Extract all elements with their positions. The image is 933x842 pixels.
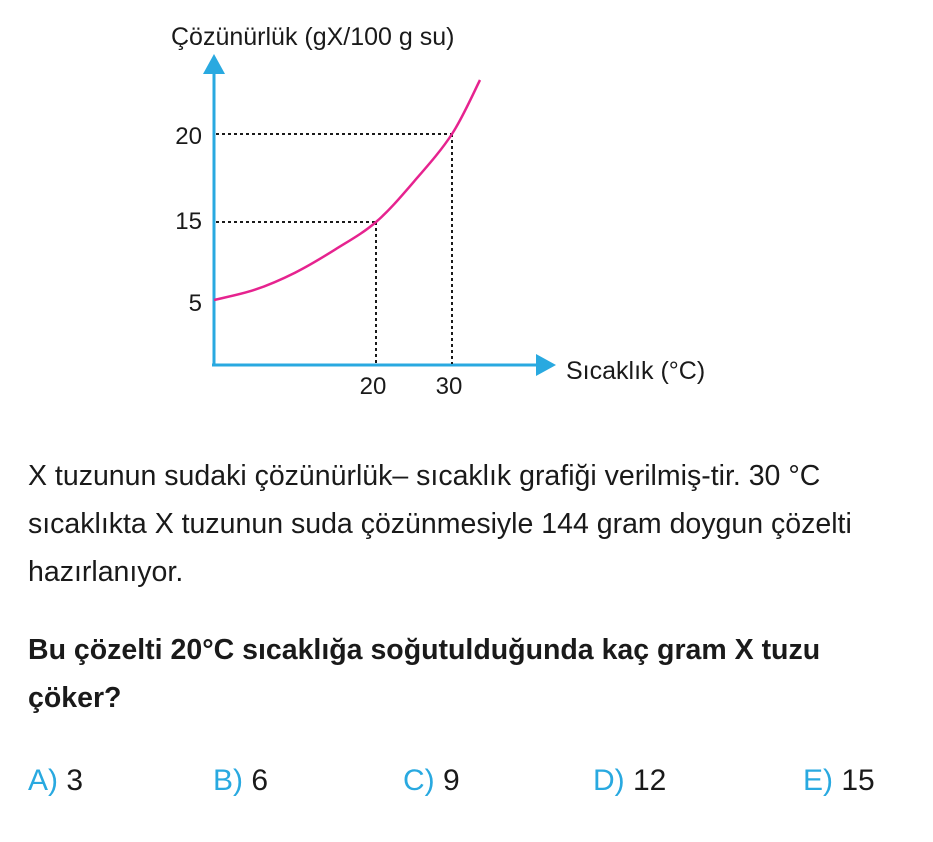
option-b[interactable]	[213, 764, 268, 798]
solubility-chart	[0, 0, 933, 420]
option-a[interactable]	[28, 764, 83, 798]
question-text: X tuzunun sudaki çözünürlük– sıcaklık grafiği verilmiş-tir. 30 °C sıcaklıkta X tuzunun suda çözünmesiyle 144 gram doygun çözelti hazırlanıyor.	[28, 460, 852, 588]
option-c[interactable]	[403, 764, 460, 798]
y-axis-label: Çözünürlük (gX/100 g su)	[171, 23, 455, 51]
option-c-letter: C)	[403, 764, 435, 797]
x-tick-label-30: 30	[435, 373, 463, 400]
option-b-value: 6	[251, 764, 269, 797]
option-e-value: 15	[841, 764, 875, 797]
option-e-letter: E)	[803, 764, 833, 797]
option-d[interactable]	[593, 764, 666, 798]
option-a-value: 3	[66, 764, 84, 797]
answer-options	[0, 764, 933, 814]
y-axis-arrow	[203, 54, 225, 74]
option-d-value: 12	[633, 764, 667, 797]
question-prompt: Bu çözelti 20°C sıcaklığa soğutulduğunda kaç gram X tuzu çöker?	[28, 634, 821, 714]
x-axis-label: Sıcaklık (°C)	[566, 357, 706, 385]
y-tick-label-20: 20	[175, 123, 202, 150]
y-tick-label-15: 15	[175, 208, 202, 235]
solubility-curve	[214, 80, 480, 300]
option-b-letter: B)	[213, 764, 243, 797]
y-tick-label-5: 5	[188, 290, 202, 317]
option-d-letter: D)	[593, 764, 625, 797]
x-axis-arrow	[536, 354, 556, 376]
option-a-letter: A)	[28, 764, 58, 797]
option-c-value: 9	[443, 764, 460, 797]
x-tick-label-20: 20	[359, 373, 387, 400]
option-e[interactable]	[803, 764, 875, 798]
